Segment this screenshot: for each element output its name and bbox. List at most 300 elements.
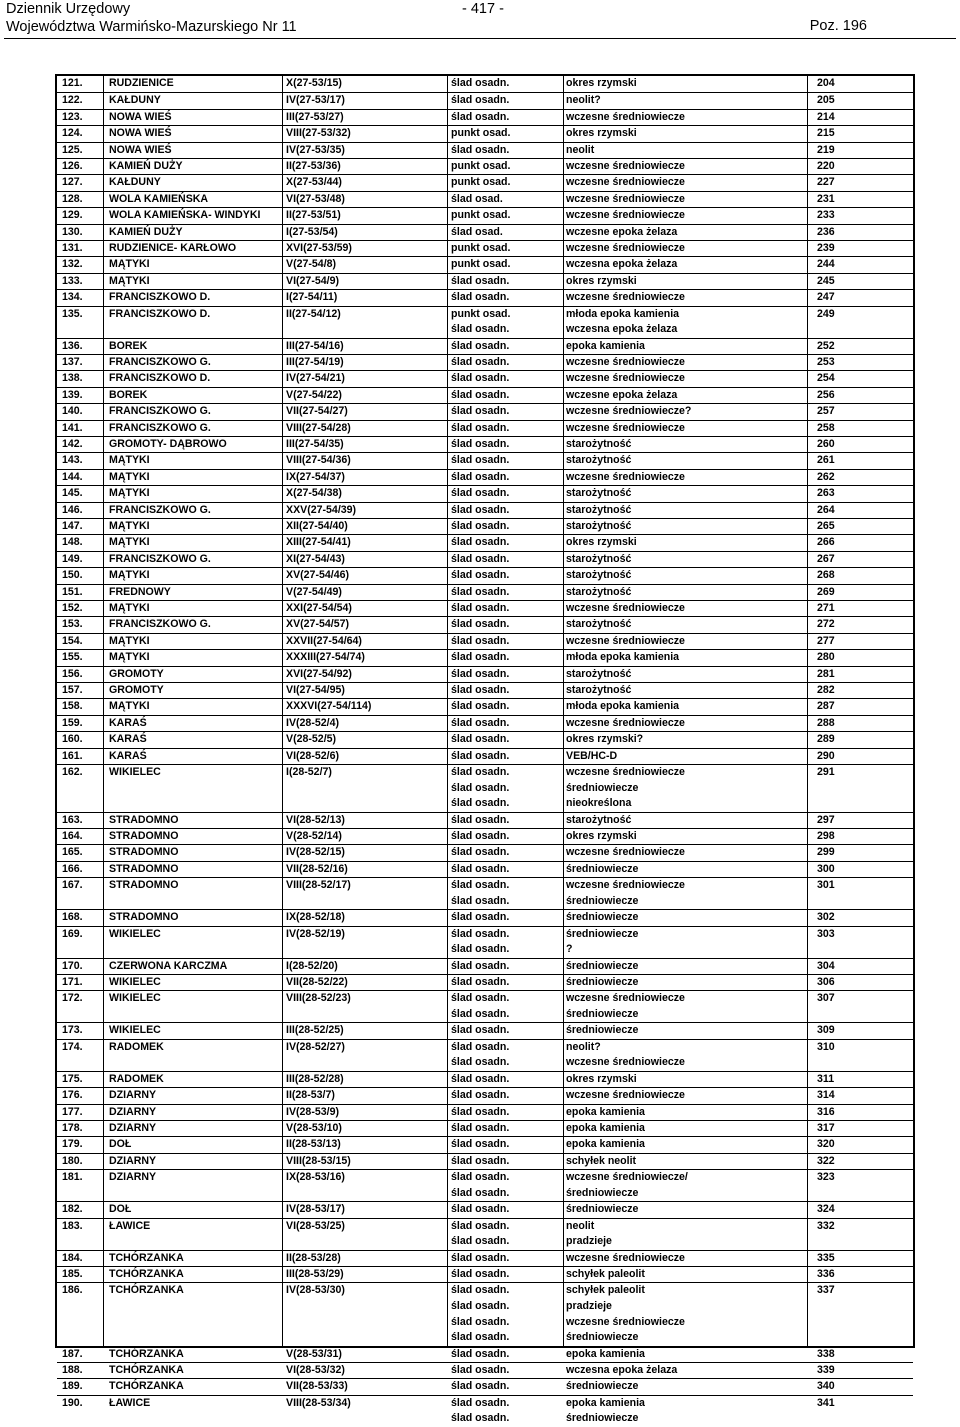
az-sheet-number-cell — [286, 371, 446, 387]
chronology-cell — [566, 878, 796, 909]
site-type: punkt osad. — [451, 307, 511, 320]
row-number-cell: 180. — [62, 1154, 83, 1167]
table-row — [57, 158, 913, 174]
chronology-cell — [566, 1283, 796, 1345]
locality: STRADOMNO — [109, 846, 179, 859]
chronology-cell — [566, 274, 796, 290]
az-sheet-number: V(28-53/10) — [286, 1122, 342, 1134]
table-row — [57, 828, 913, 844]
site-type-cell — [451, 519, 563, 535]
locality-cell — [109, 1251, 281, 1267]
row-number-cell: 121. — [62, 77, 83, 89]
az-sheet-number-cell — [286, 1170, 446, 1186]
locality: KARAŚ — [109, 733, 147, 746]
site-type: ślad osadn. — [451, 1331, 510, 1344]
locality: MĄTYKI — [109, 634, 150, 647]
chronology: wczesna epoka żelaza — [566, 1364, 678, 1376]
az-sheet-number: II(28-53/13) — [286, 1138, 341, 1151]
site-type-cell — [451, 486, 563, 502]
site-type: ślad osadn. — [451, 830, 510, 842]
register-number-cell: 323 — [817, 1171, 835, 1184]
az-sheet-number-cell — [286, 159, 446, 175]
table-row — [57, 731, 913, 747]
publication-title: Dziennik Urzędowy — [6, 1, 131, 17]
chronology-cell — [566, 552, 796, 568]
site-type-cell — [451, 1396, 563, 1427]
az-sheet-number-cell — [286, 437, 446, 453]
chronology-cell — [566, 732, 796, 748]
chronology: wczesne średniowiecze — [566, 1251, 685, 1264]
locality: MĄTYKI — [109, 274, 150, 287]
chronology-cell — [566, 765, 796, 812]
register-number-cell: 290 — [817, 749, 835, 762]
table-row — [57, 534, 913, 550]
table-row — [57, 812, 913, 828]
locality: FRANCISZKOWO G. — [109, 618, 211, 631]
locality-cell — [109, 1121, 281, 1137]
az-sheet-number: IV(28-52/4) — [286, 716, 339, 729]
register-number-cell: 269 — [817, 585, 835, 598]
table-row — [57, 633, 913, 649]
site-type: ślad osadn. — [451, 143, 510, 156]
row-number-cell: 129. — [62, 209, 83, 222]
table-row — [57, 76, 913, 92]
site-type: ślad osadn. — [451, 421, 510, 434]
table-row — [57, 306, 913, 338]
row-number-cell: 128. — [62, 192, 83, 205]
site-type: ślad osadn. — [451, 1347, 510, 1360]
table-row — [57, 370, 913, 386]
register-number-cell: 299 — [817, 846, 835, 859]
locality-cell — [109, 126, 281, 142]
locality: DZIARNY — [109, 1171, 157, 1184]
az-sheet-number-cell — [286, 1040, 446, 1056]
table-row — [57, 877, 913, 909]
locality: GROMOTY — [109, 667, 164, 680]
register-number-cell: 297 — [817, 813, 835, 826]
chronology-cell — [566, 535, 796, 551]
chronology: epoka kamienia — [566, 1122, 645, 1134]
row-number-cell: 125. — [62, 143, 83, 156]
table-row — [57, 1104, 913, 1120]
az-sheet-number-cell — [286, 829, 446, 845]
chronology-cell — [566, 470, 796, 486]
site-type: ślad osadn. — [451, 733, 510, 746]
site-type: ślad osadn. — [451, 1024, 510, 1037]
site-type: ślad osadn. — [451, 356, 510, 368]
chronology-cell — [566, 1251, 796, 1267]
site-type: punkt osad. — [451, 258, 511, 271]
chronology-cell — [566, 93, 796, 109]
chronology: okres rzymski — [566, 1072, 637, 1085]
site-type-cell — [451, 765, 563, 812]
chronology: starożytność — [566, 618, 632, 631]
az-sheet-number-cell — [286, 421, 446, 437]
chronology: wczesne średniowiecze — [566, 766, 685, 778]
chronology: wczesne średniowiecze? — [566, 405, 692, 418]
site-type-cell — [451, 1267, 563, 1283]
chronology: epoka kamienia — [566, 1396, 645, 1409]
locality: FRANCISZKOWO G. — [109, 421, 211, 434]
register-number-cell: 267 — [817, 552, 835, 565]
chronology-cell — [566, 159, 796, 175]
row-number-cell: 190. — [62, 1396, 83, 1409]
row-number-cell: 184. — [62, 1251, 83, 1264]
chronology: starożytność — [566, 438, 632, 450]
table-row — [57, 420, 913, 436]
az-sheet-number: VII(28-53/33) — [286, 1380, 348, 1393]
az-sheet-number-cell — [286, 453, 446, 469]
az-sheet-number-cell — [286, 241, 446, 257]
site-type: ślad osadn. — [451, 1299, 510, 1312]
chronology-cell — [566, 585, 796, 601]
site-type: ślad osadn. — [451, 291, 510, 304]
az-sheet-number: II(28-53/28) — [286, 1251, 341, 1264]
chronology: pradzieje — [566, 1299, 612, 1312]
az-sheet-number-cell — [286, 1267, 446, 1283]
table-row — [57, 1153, 913, 1169]
locality: BOREK — [109, 339, 148, 352]
chronology-cell — [566, 1347, 796, 1363]
locality: STRADOMNO — [109, 911, 179, 924]
locality: WIKIELEC — [109, 992, 161, 1005]
locality-cell — [109, 765, 281, 781]
locality: RUDZIENICE — [109, 77, 174, 89]
locality: CZERWONA KARCZMA — [109, 959, 228, 972]
site-type: ślad osadn. — [451, 1364, 510, 1376]
locality-cell — [109, 371, 281, 387]
chronology-cell — [566, 1219, 796, 1250]
row-number-cell: 162. — [62, 766, 83, 778]
chronology-cell — [566, 829, 796, 845]
locality-cell — [109, 845, 281, 861]
chronology: VEB/HC-D — [566, 749, 618, 762]
az-sheet-number-cell — [286, 765, 446, 781]
site-type: ślad osadn. — [451, 634, 510, 647]
chronology-cell — [566, 290, 796, 306]
chronology: młoda epoka kamienia — [566, 700, 680, 713]
chronology: wczesne średniowiecze — [566, 176, 685, 189]
table-row — [57, 452, 913, 468]
row-number-cell: 161. — [62, 749, 83, 762]
row-number-cell: 160. — [62, 733, 83, 746]
site-type: ślad osadn. — [451, 503, 510, 516]
chronology-cell — [566, 192, 796, 208]
site-type-cell — [451, 437, 563, 453]
locality-cell — [109, 927, 281, 943]
az-sheet-number-cell — [286, 1137, 446, 1153]
site-type: ślad osadn. — [451, 552, 510, 565]
table-row — [57, 1169, 913, 1201]
az-sheet-number-cell — [286, 1105, 446, 1121]
register-number-cell: 268 — [817, 569, 835, 582]
register-number-cell: 227 — [817, 176, 835, 189]
site-type-cell — [451, 862, 563, 878]
chronology-cell — [566, 241, 796, 257]
table-row — [57, 125, 913, 141]
az-sheet-number: III(28-52/28) — [286, 1072, 344, 1085]
chronology-cell — [566, 683, 796, 699]
row-number-cell: 137. — [62, 356, 83, 368]
locality: FREDNOWY — [109, 585, 171, 598]
locality: ŁAWICE — [109, 1396, 151, 1409]
az-sheet-number: XIII(27-54/41) — [286, 536, 351, 549]
site-type: ślad osadn. — [451, 1007, 510, 1020]
site-type: ślad osadn. — [451, 274, 510, 287]
register-number-cell: 322 — [817, 1154, 835, 1167]
chronology: średniowiecze — [566, 927, 639, 940]
site-type: ślad osadn. — [451, 651, 510, 664]
locality-cell — [109, 878, 281, 894]
table-row — [57, 1136, 913, 1152]
az-sheet-number: II(27-54/12) — [286, 307, 341, 320]
site-type: ślad osadn. — [451, 454, 510, 467]
az-sheet-number-cell — [286, 601, 446, 617]
site-type: ślad osadn. — [451, 862, 510, 875]
locality-cell — [109, 650, 281, 666]
register-number-cell: 310 — [817, 1040, 835, 1053]
locality: MĄTYKI — [109, 454, 150, 467]
az-sheet-number-cell — [286, 683, 446, 699]
chronology: wczesne średniowiecze — [566, 192, 685, 205]
locality: MĄTYKI — [109, 487, 150, 500]
row-number-cell: 143. — [62, 454, 83, 467]
az-sheet-number-cell — [286, 470, 446, 486]
az-sheet-number: XXXIII(27-54/74) — [286, 651, 365, 664]
site-type: ślad osadn. — [451, 927, 510, 940]
chronology: wczesne średniowiecze — [566, 1315, 685, 1328]
table-row — [57, 1378, 913, 1394]
chronology-cell — [566, 1088, 796, 1104]
site-type-cell — [451, 307, 563, 338]
site-type: ślad osadn. — [451, 1122, 510, 1134]
az-sheet-number-cell — [286, 76, 446, 92]
locality-cell — [109, 959, 281, 975]
chronology-cell — [566, 1072, 796, 1088]
register-number-cell: 314 — [817, 1089, 835, 1102]
chronology: wczesne średniowiecze/ — [566, 1171, 688, 1184]
chronology: wczesne średniowiecze — [566, 160, 685, 172]
az-sheet-number: V(28-52/14) — [286, 830, 342, 842]
locality: KARAŚ — [109, 716, 147, 729]
chronology-cell — [566, 1396, 796, 1427]
site-type: ślad osadn. — [451, 1040, 510, 1053]
az-sheet-number: X(27-53/44) — [286, 176, 342, 189]
chronology-cell — [566, 1363, 796, 1379]
chronology: schyłek neolit — [566, 1154, 637, 1167]
site-type: ślad osadn. — [451, 846, 510, 859]
chronology: średniowiecze — [566, 1024, 639, 1037]
chronology-cell — [566, 421, 796, 437]
row-number-cell: 150. — [62, 569, 83, 582]
site-type: ślad osadn. — [451, 766, 510, 778]
locality: TCHÓRZANKA — [109, 1268, 184, 1280]
chronology: okres rzymski — [566, 274, 637, 287]
site-type-cell — [451, 274, 563, 290]
locality-cell — [109, 257, 281, 273]
site-type: ślad osadn. — [451, 1268, 510, 1280]
az-sheet-number-cell — [286, 1023, 446, 1039]
chronology: epoka kamienia — [566, 1138, 645, 1151]
locality: WIKIELEC — [109, 927, 161, 940]
site-type: ślad osadn. — [451, 1380, 510, 1393]
locality: MĄTYKI — [109, 536, 150, 549]
locality: KAMIEŃ DUŻY — [109, 160, 183, 172]
locality: MĄTYKI — [109, 700, 150, 713]
chronology-cell — [566, 388, 796, 404]
site-type: ślad osadn. — [451, 992, 510, 1005]
register-number-cell: 204 — [817, 77, 835, 89]
site-type: ślad osadn. — [451, 976, 510, 988]
site-type: ślad osadn. — [451, 388, 510, 401]
table-row — [57, 109, 913, 125]
locality-cell — [109, 290, 281, 306]
chronology-cell — [566, 813, 796, 829]
register-number-cell: 316 — [817, 1105, 835, 1118]
row-number-cell: 173. — [62, 1024, 83, 1037]
chronology: wczesne średniowiecze — [566, 421, 685, 434]
az-sheet-number-cell — [286, 991, 446, 1007]
site-type: ślad osadn. — [451, 438, 510, 450]
site-type-cell — [451, 1363, 563, 1379]
locality-cell — [109, 683, 281, 699]
locality-cell — [109, 1202, 281, 1218]
row-number-cell: 133. — [62, 274, 83, 287]
locality-cell — [109, 1088, 281, 1104]
az-sheet-number-cell — [286, 878, 446, 894]
site-type: ślad osadn. — [451, 797, 510, 810]
table-row — [57, 1282, 913, 1345]
row-number-cell: 179. — [62, 1138, 83, 1151]
table-row — [57, 338, 913, 354]
register-number-cell: 303 — [817, 927, 835, 940]
locality-cell — [109, 486, 281, 502]
row-number-cell: 122. — [62, 94, 83, 107]
chronology-cell — [566, 991, 796, 1022]
site-type: ślad osadn. — [451, 323, 510, 336]
az-sheet-number: XVI(27-54/92) — [286, 667, 352, 680]
register-number-cell: 245 — [817, 274, 835, 287]
register-number-cell: 320 — [817, 1138, 835, 1151]
table-row — [57, 502, 913, 518]
row-number-cell: 124. — [62, 127, 83, 140]
chronology-cell — [566, 959, 796, 975]
chronology: wczesne średniowiecze — [566, 209, 685, 222]
chronology-cell — [566, 1040, 796, 1071]
row-number-cell: 134. — [62, 291, 83, 304]
chronology: średniowiecze — [566, 862, 639, 875]
table-row — [57, 926, 913, 958]
locality-cell — [109, 1283, 281, 1299]
chronology: nieokreślona — [566, 797, 632, 810]
chronology: wczesna epoka żelaza — [566, 258, 678, 271]
site-type-cell — [451, 388, 563, 404]
az-sheet-number-cell — [286, 143, 446, 159]
az-sheet-number-cell — [286, 503, 446, 519]
chronology: neolit — [566, 1219, 595, 1232]
row-number-cell: 138. — [62, 372, 83, 385]
row-number-cell: 167. — [62, 879, 83, 892]
site-type: ślad osadn. — [451, 1251, 510, 1264]
chronology: wczesne średniowiecze — [566, 602, 685, 614]
site-type-cell — [451, 975, 563, 991]
register-number-cell: 219 — [817, 143, 835, 156]
site-type: ślad osadn. — [451, 1412, 510, 1425]
site-type-cell — [451, 208, 563, 224]
table-row — [57, 1022, 913, 1038]
locality-cell — [109, 159, 281, 175]
chronology: okres rzymski — [566, 127, 637, 140]
az-sheet-number: VII(28-52/22) — [286, 976, 348, 988]
chronology-cell — [566, 503, 796, 519]
row-number-cell: 163. — [62, 813, 83, 826]
chronology-cell — [566, 1105, 796, 1121]
table-row — [57, 485, 913, 501]
site-type-cell — [451, 175, 563, 191]
az-sheet-number: VI(28-53/32) — [286, 1364, 345, 1376]
locality-cell — [109, 699, 281, 715]
chronology: wczesne średniowiecze — [566, 1056, 685, 1069]
site-type-cell — [451, 126, 563, 142]
register-number-cell: 335 — [817, 1251, 835, 1264]
az-sheet-number-cell — [286, 667, 446, 683]
site-type-cell — [451, 634, 563, 650]
table-row — [57, 436, 913, 452]
az-sheet-number: VI(27-54/95) — [286, 684, 345, 696]
sites-table — [55, 74, 915, 1425]
az-sheet-number: VIII(28-53/34) — [286, 1396, 351, 1409]
locality: DOŁ — [109, 1138, 132, 1151]
site-type: ślad osadn. — [451, 813, 510, 826]
table-row — [57, 191, 913, 207]
locality: TCHÓRZANKA — [109, 1364, 184, 1376]
site-type: ślad osadn. — [451, 943, 510, 956]
locality-cell — [109, 307, 281, 323]
table-row — [57, 1266, 913, 1282]
locality: STRADOMNO — [109, 830, 179, 842]
locality-cell — [109, 437, 281, 453]
locality-cell — [109, 732, 281, 748]
site-type: ślad osadn. — [451, 1235, 510, 1248]
chronology: wczesne średniowiecze — [566, 716, 685, 729]
locality-cell — [109, 453, 281, 469]
az-sheet-number: III(28-52/25) — [286, 1024, 344, 1037]
az-sheet-number-cell — [286, 975, 446, 991]
register-number-cell: 291 — [817, 766, 835, 778]
chronology: wczesne średniowiecze — [566, 356, 685, 368]
locality: DZIARNY — [109, 1154, 157, 1167]
register-number-cell: 332 — [817, 1219, 835, 1232]
locality: WOLA KAMIEŃSKA- WINDYKI — [109, 209, 261, 222]
site-type: ślad osadn. — [451, 470, 510, 483]
locality-cell — [109, 1072, 281, 1088]
table-row — [57, 1087, 913, 1103]
row-number-cell: 176. — [62, 1089, 83, 1102]
az-sheet-number-cell — [286, 93, 446, 109]
az-sheet-number-cell — [286, 959, 446, 975]
az-sheet-number: VIII(27-53/32) — [286, 127, 351, 140]
register-number-cell: 300 — [817, 862, 835, 875]
locality-cell — [109, 470, 281, 486]
site-type-cell — [451, 667, 563, 683]
locality-cell — [109, 503, 281, 519]
locality-cell — [109, 208, 281, 224]
row-number-cell: 175. — [62, 1072, 83, 1085]
table-row — [57, 469, 913, 485]
locality: WIKIELEC — [109, 976, 161, 988]
az-sheet-number-cell — [286, 257, 446, 273]
chronology: wczesne średniowiecze — [566, 291, 685, 304]
